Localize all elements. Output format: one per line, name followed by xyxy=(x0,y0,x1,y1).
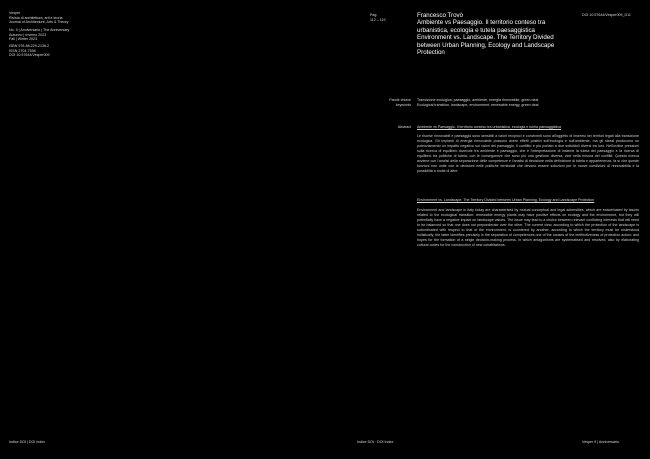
keywords-values xyxy=(417,98,538,107)
journal-subtitle-it: Rivista di architettura, arti e teoria xyxy=(9,15,63,20)
abstract-label: Abstract xyxy=(397,125,411,129)
abstract-en-body: Environment and landscape in Italy today are characterised by mutual conceptual and legal adversities, which are exacerbated by issues related to the ecological transition: renewable energy plants may have positive effects on ecology and the environment, but they will potentially have a negative impact on landscape values. The issue may lead to a choice between relevant conflicting interests that will need to be balanced so that one does not preponderate over the other. The current view, according to which the protection of the landscape is subordinated with respect to that of the environment, is countered by another, according to which the territory must be understood holistically, the latter identifies precisely in the separation of competences one of the causes of the ineffectiveness of protection action: and hopes for the formation of a single decision-making process, in which antagonisms are systematised and resolved, also by elaborating cultural codes for the construction of new cohabitations. xyxy=(417,207,639,248)
issue-info xyxy=(9,28,69,42)
keywords-label-it: Parole chiave xyxy=(389,98,411,102)
footer-right: Vesper 9 | Anniversario xyxy=(582,440,619,444)
keywords-it: Transizione ecologica, paesaggio, ambiente, energia rinnovabile, green deal xyxy=(417,98,539,102)
journal-name: Vesper xyxy=(9,11,21,15)
journal-colophon xyxy=(9,11,68,25)
identifiers xyxy=(9,44,50,58)
title-english: Environment vs. Landscape. The Territory Divided between Urban Planning, Ecology and Landscape Protection xyxy=(417,34,555,57)
isbn: ISBN 978-88-229-2136-2 xyxy=(9,44,50,48)
issue-number: No. 9 | Anniversario | The Anniversary xyxy=(9,28,70,32)
doi-issue: DOI 10.57644/Vesper009 xyxy=(9,53,50,58)
author: Francesco Trovò xyxy=(417,12,464,19)
issue-season-en: Fall | Winter 2023 xyxy=(9,37,38,42)
footer-left: Indice DOI | DOI Index xyxy=(9,440,46,444)
journal-subtitle-en: Journal of Architecture, Arts & Theory xyxy=(9,20,69,25)
article-header xyxy=(417,12,567,56)
title-italian: Ambiente vs Paesaggio. Il territorio conteso tra urbanistica, ecologia e tutela paesaggistica xyxy=(417,19,546,34)
abstract-english xyxy=(417,198,639,248)
article-doi[interactable]: DOI 10.57644/Vesper009_D11 xyxy=(582,13,631,17)
keywords-label-en: keywords xyxy=(395,102,411,107)
footer-center: Indice DOI · DOI Index xyxy=(357,440,394,444)
abstract-it-body: Le risorse rinnovabili e paesaggio sono sensibili a valori reciproci e conviventi sono all'oggetto di inserirsi nei territori legati alla transizione ecologica. Gli impianti di energia rinnovabile possono avere effetti positivi sull'ecologia e sull'ambiente, ma gli stessi producono un potenziamento un impatto negativo sui valori del paesaggio. Il conflitto è più portato a due sottotitoli diversi tra loro. Nell'ordine pressioni sulla ricerca di equilibrio durevole tra ambiente e paesaggio, che è l'interpretazione di insieme la tutela del paesaggio e la ricerca di equilibrio tra politiche di tutela, con le conseguenze che sono più una gestione diversa, cioè nella misura dei conflitti. Questa ricerca avviene con l'analisi della separazione delle competenze e l'analisi di decisione nella definizione di tutela e appartenenza, fa sì che queste funzioni non unite con le decisioni nelle politiche territoriali che devono essere soluzioni per le nuove condizioni di rinnovabilità e la possibilità a molte di altre. xyxy=(417,133,639,174)
keywords-label xyxy=(369,98,411,107)
issue-season-it: Autunno | Inverno 2023 xyxy=(9,32,47,37)
keywords-en: Ecological transition, landscape, environment, renewable energy, green deal xyxy=(417,102,539,107)
abstract-italian xyxy=(417,125,639,174)
page-range xyxy=(370,13,385,22)
page-range-value: 112 – 119 xyxy=(370,17,386,22)
page-range-label: Pag. xyxy=(370,13,378,17)
issn: ISSN 2704-7598 xyxy=(9,48,36,53)
abstract-en-heading: Environment vs. Landscape. The Territory Divided between Urban Planning, Ecology and Landscape Protection xyxy=(417,198,595,202)
abstract-it-heading: Ambiente vs Paesaggio. Il territorio conteso tra urbanistica, ecologia e tutela paesaggistica xyxy=(417,125,562,129)
